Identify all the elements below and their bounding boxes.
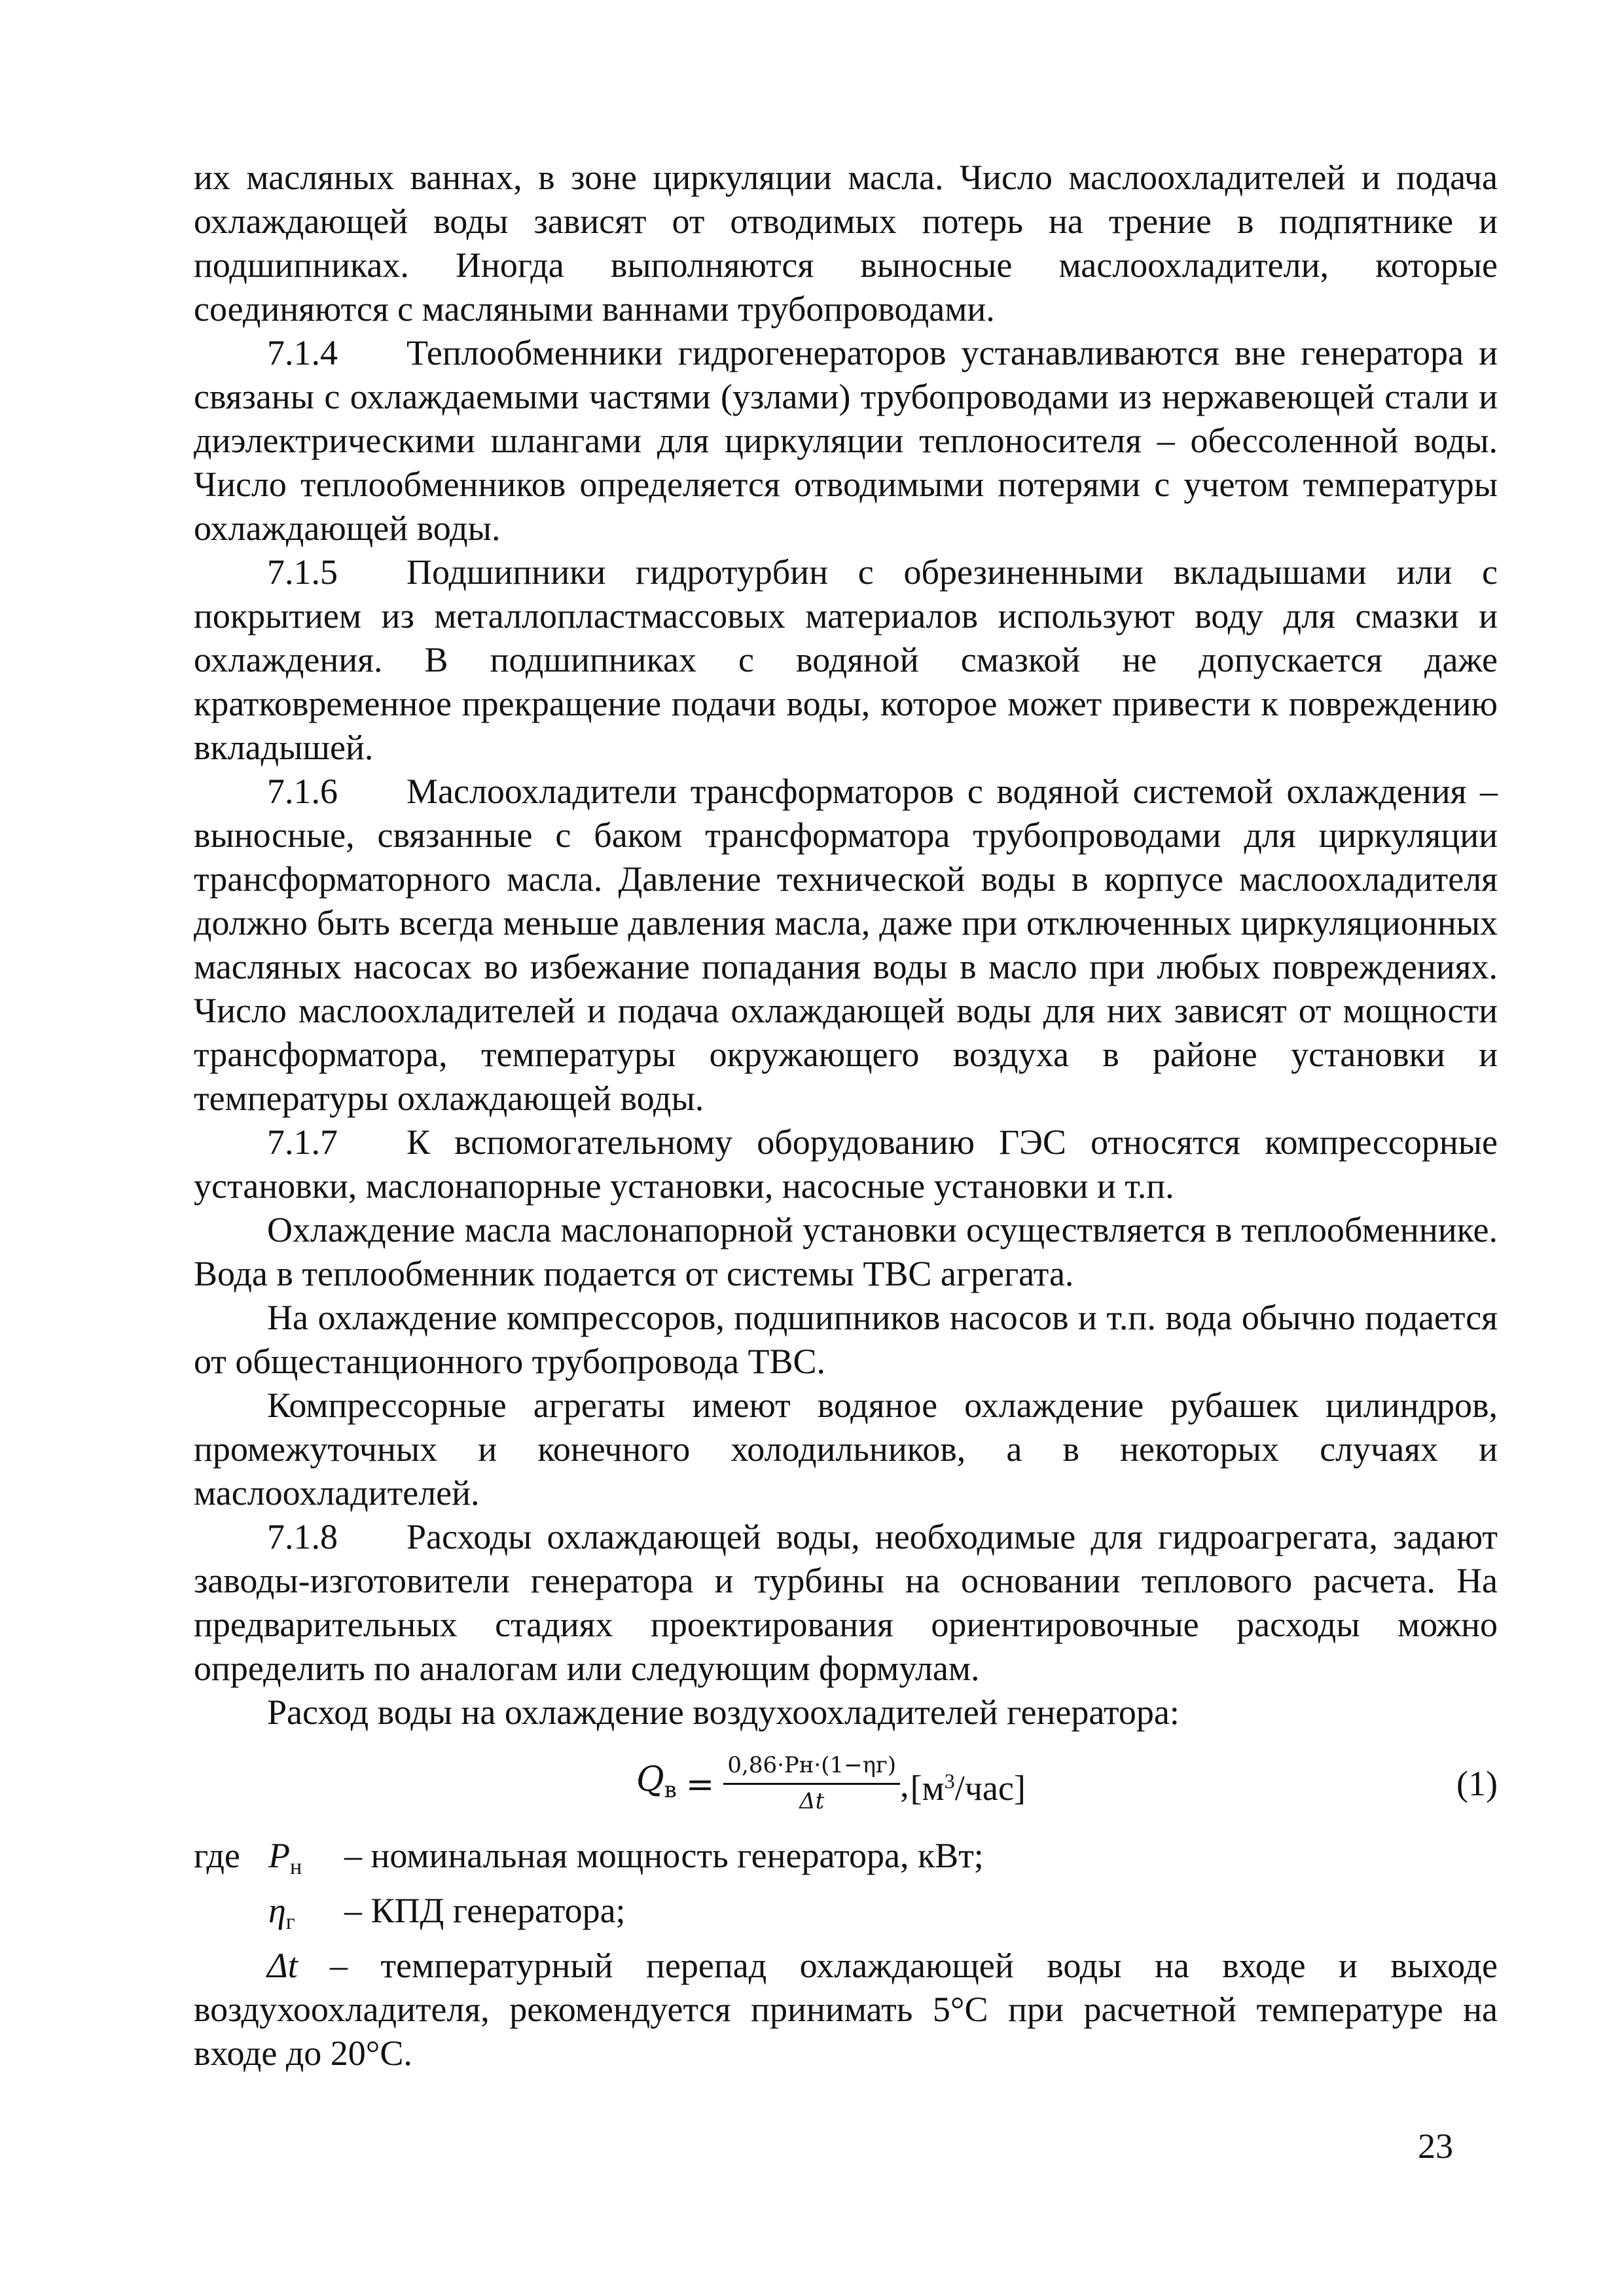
paragraph-continuation: их масляных ваннах, в зоне циркуляции масла. Число маслоохладителей и подача охлаждающей воды зависят от отводимых потерь на трение в подпятнике и подшипниках. Иногда выполняются выносные маслоохладители, которые соединяются с масляными ваннами трубопроводами. (194, 158, 1498, 329)
equation-number: (1) (1456, 1764, 1498, 1803)
paragraph-compressor-aggregates: Компрессорные агрегаты имеют водяное охлаждение рубашек цилиндров, промежуточных и конечного холодильников, а в некоторых случаях и маслоохладителей. (194, 1386, 1498, 1513)
definition-text: – температурный перепад охлаждающей воды на входе и выходе воздухоохладителя, рекомендуется принимать 5°С при расчетной температуре на входе до 20°С. (194, 1946, 1498, 2073)
definition-symbol (268, 1889, 344, 1944)
formula-lhs-symbol: Q (636, 1759, 664, 1799)
symbol-p: P (268, 1836, 290, 1875)
definition-text: – номинальная мощность генератора, кВт; (344, 1836, 984, 1875)
section-text: Маслоохладители трансформаторов с водяной системой охлаждения – выносные, связанные с баком трансформатора трубопроводами для циркуляции трансформаторного масла. Давление технической воды в корпусе маслоохладителя должно быть всегда меньше давления масла, даже при отключенных циркуляционных масляных насосах во избежание попадания воды в масло при любых повреждениях. Число маслоохладителей и подача охлаждающей воды для них зависят от мощности трансформатора, температуры окружающего воздуха в районе установки и температуры охлаждающей воды. (194, 772, 1498, 1118)
section-7-1-7 (194, 1121, 1498, 1208)
section-number: 7.1.7 (267, 1122, 338, 1162)
formula-denominator: Δt (799, 1787, 825, 1814)
definition-text: – КПД генератора; (344, 1891, 626, 1930)
formula-comma: , (900, 1765, 909, 1804)
section-number: 7.1.6 (267, 772, 338, 811)
symbol-subscript: г (285, 1910, 295, 1934)
section-7-1-8 (194, 1515, 1498, 1691)
symbol-subscript: н (290, 1855, 302, 1879)
definition-efficiency (194, 1889, 1498, 1944)
formula-lhs-subscript: в (664, 1776, 677, 1803)
page-number: 23 (1418, 2126, 1453, 2166)
symbol-delta-t: Δt (267, 1946, 298, 1985)
formula-units-post: /час] (954, 1768, 1026, 1808)
definition-temperature (194, 1944, 1498, 2075)
formula-units-sup: 3 (944, 1769, 955, 1793)
paragraph-oil-cooling: Охлаждение масла маслонапорной установки осуществляется в теплообменнике. Вода в теплообменник подается от системы ТВС агрегата. (194, 1210, 1498, 1293)
formula-row (194, 1736, 1498, 1834)
paragraph-water-rate: Расход воды на охлаждение воздухоохладителей генератора: (267, 1693, 1180, 1732)
section-text: Теплообменники гидрогенераторов устанавливаются вне генератора и связаны с охлаждаемыми частями (узлами) трубопроводами из нержавеющей стали и диэлектрическими шлангами для циркуляции теплоносителя – обессоленной воды. Число теплообменников определяется отводимыми потерями с учетом температуры охлаждающей воды. (194, 333, 1498, 548)
formula-equals: = (685, 1765, 715, 1804)
section-text: К вспомогательному оборудованию ГЭС относятся компрессорные установки, маслонапорные установки, насосные установки и т.п. (194, 1122, 1498, 1206)
symbol-eta: η (268, 1891, 286, 1930)
definition-power (194, 1834, 1498, 1889)
section-7-1-5 (194, 550, 1498, 770)
section-number: 7.1.4 (267, 333, 338, 372)
formula-1 (636, 1736, 1026, 1834)
formula-numerator: 0,86·Pн·(1−ηг) (723, 1750, 900, 1785)
section-text: Расходы охлаждающей воды, необходимые для гидроагрегата, задают заводы-изготовители генератора и турбины на основании теплового расчета. На предварительных стадиях проектирования ориентировочные расходы можно определить по аналогам или следующим формулам. (194, 1517, 1498, 1688)
definition-symbol (268, 1834, 344, 1889)
formula-lhs (636, 1758, 677, 1812)
paragraph-compressor-cooling: На охлаждение компрессоров, подшипников насосов и т.п. вода обычно подается от общестанционного трубопровода ТВС. (194, 1298, 1498, 1381)
section-7-1-6 (194, 770, 1498, 1121)
definition-lead: где (194, 1836, 240, 1875)
formula-units (911, 1759, 1026, 1810)
definition-symbol (267, 1944, 330, 1988)
formula-units-pre: [м (910, 1768, 945, 1808)
section-number: 7.1.8 (267, 1517, 338, 1556)
document-body (194, 156, 1498, 2075)
section-7-1-4 (194, 331, 1498, 550)
section-number: 7.1.5 (267, 552, 338, 592)
formula-fraction (723, 1750, 900, 1816)
section-text: Подшипники гидротурбин с обрезиненными вкладышами или с покрытием из металлопластмассовых материалов используют воду для смазки и охлаждения. В подшипниках с водяной смазкой не допускается даже кратковременное прекращение подачи воды, которое может привести к повреждению вкладышей. (194, 552, 1498, 767)
